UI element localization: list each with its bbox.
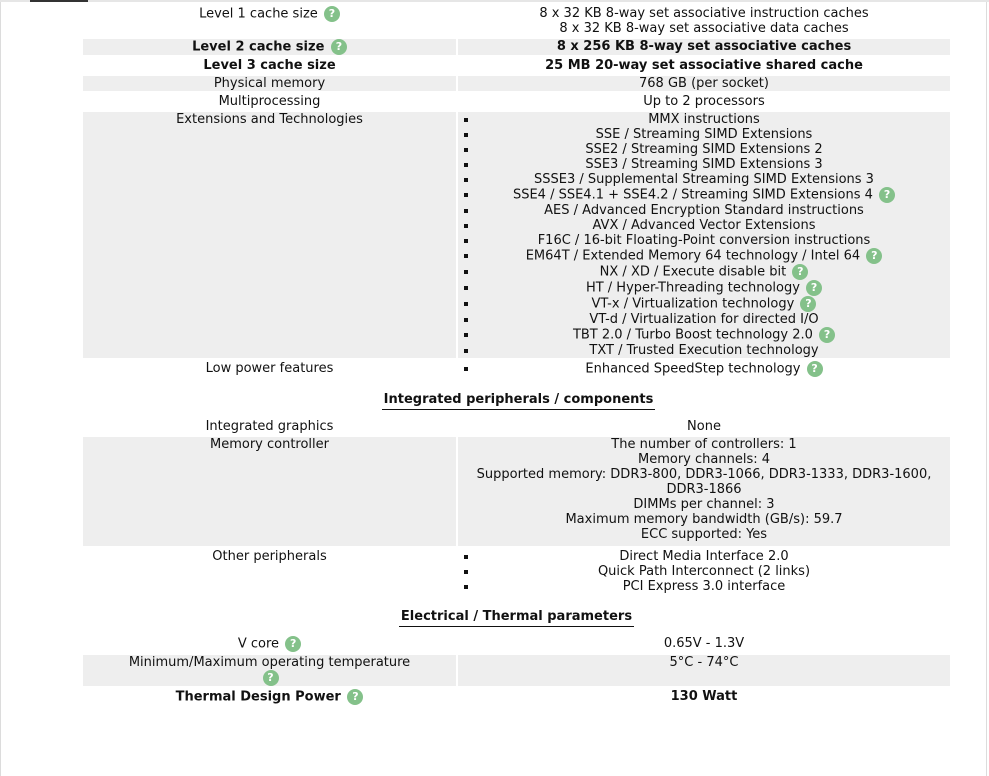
row-label: Thermal Design Power ? <box>83 689 456 705</box>
section-title: Electrical / Thermal parameters <box>399 609 634 627</box>
feature-item <box>462 142 946 157</box>
help-icon[interactable]: ? <box>263 670 279 686</box>
row-tdp <box>83 689 950 705</box>
feature-item <box>462 361 946 377</box>
feature-label: SSE3 / Streaming SIMD Extensions 3 <box>585 157 823 172</box>
row-label: Physical memory <box>83 76 456 91</box>
row-l2-cache <box>83 39 950 55</box>
row-value: 8 x 32 KB 8-way set associative instruction caches 8 x 32 KB 8-way set associative data caches <box>456 6 950 36</box>
row-l1-cache <box>83 6 950 36</box>
row-other-peripherals <box>83 549 950 594</box>
help-icon[interactable]: ? <box>285 636 301 652</box>
row-extensions <box>83 112 950 358</box>
row-value <box>456 112 950 358</box>
feature-label: TBT 2.0 / Turbo Boost technology 2.0 <box>572 327 813 343</box>
feature-label: Enhanced SpeedStep technology <box>585 361 801 377</box>
row-label: Low power features <box>205 361 334 376</box>
feature-item <box>462 296 946 312</box>
row-label: Level 2 cache size ? <box>83 39 456 55</box>
top-border <box>0 0 989 2</box>
list-item: PCI Express 3.0 interface <box>462 579 946 594</box>
row-value: 0.65V - 1.3V <box>456 636 950 652</box>
feature-label: SSE2 / Streaming SIMD Extensions 2 <box>585 142 823 157</box>
feature-item <box>462 112 946 127</box>
section-title: Integrated peripherals / components <box>382 392 656 410</box>
feature-item <box>462 343 946 358</box>
row-label: Multiprocessing <box>218 94 321 109</box>
feature-item <box>462 172 946 187</box>
specs-table <box>83 3 950 708</box>
feature-label: AES / Advanced Encryption Standard instructions <box>544 203 864 218</box>
feature-label: NX / XD / Execute disable bit <box>599 264 787 280</box>
row-label: V core ? <box>83 636 456 652</box>
feature-label: VT-d / Virtualization for directed I/O <box>589 312 819 327</box>
help-icon[interactable]: ? <box>806 280 822 296</box>
list-item: Direct Media Interface 2.0 <box>462 549 946 564</box>
feature-item <box>462 187 946 203</box>
feature-item <box>462 203 946 218</box>
row-value: 768 GB (per socket) <box>456 76 950 91</box>
row-value: 25 MB 20-way set associative shared cache <box>456 58 950 73</box>
feature-label: AVX / Advanced Vector Extensions <box>592 218 816 233</box>
row-value <box>456 549 950 594</box>
feature-label: SSE / Streaming SIMD Extensions <box>595 127 813 142</box>
row-value: The number of controllers: 1 Memory channels: 4 Supported memory: DDR3-800, DDR3-1066, DDR3-1333, DDR3-1600, DDR3-1866 DIMMs per channel: 3 Maximum memory bandwidth (GB/s): 59.7 ECC supported: Yes <box>456 437 950 546</box>
feature-item <box>462 327 946 343</box>
help-icon[interactable]: ? <box>819 327 835 343</box>
row-low-power <box>83 361 950 377</box>
feature-item <box>462 157 946 172</box>
row-value: 8 x 256 KB 8-way set associative caches <box>456 39 950 55</box>
feature-item <box>462 280 946 296</box>
row-multiprocessing <box>83 94 950 109</box>
feature-label: VT-x / Virtualization technology <box>591 296 795 312</box>
feature-item <box>462 233 946 248</box>
row-value: Up to 2 processors <box>456 94 950 109</box>
row-label: Integrated graphics <box>205 419 334 434</box>
row-value <box>456 361 950 377</box>
help-icon[interactable]: ? <box>800 296 816 312</box>
feature-label: F16C / 16-bit Floating-Point conversion instructions <box>537 233 871 248</box>
other-peripherals-list <box>462 549 946 594</box>
row-value: 130 Watt <box>456 689 950 705</box>
section-electrical <box>83 597 950 633</box>
feature-label: EM64T / Extended Memory 64 technology / Intel 64 <box>525 248 861 264</box>
feature-item <box>462 248 946 264</box>
help-icon[interactable]: ? <box>866 248 882 264</box>
row-memory-controller <box>83 437 950 546</box>
row-label: Other peripherals <box>212 549 327 564</box>
row-physical-memory <box>83 76 950 91</box>
help-icon[interactable]: ? <box>331 39 347 55</box>
row-value: None <box>456 419 950 434</box>
feature-label: SSSE3 / Supplemental Streaming SIMD Extensions 3 <box>534 172 874 187</box>
row-label: Memory controller <box>83 437 456 546</box>
row-label: Extensions and Technologies <box>83 112 456 358</box>
help-icon[interactable]: ? <box>807 361 823 377</box>
active-tab-indicator <box>30 0 88 2</box>
help-icon[interactable]: ? <box>324 6 340 22</box>
feature-label: HT / Hyper-Threading technology <box>585 280 800 296</box>
row-l3-cache <box>83 58 950 73</box>
row-label: Level 3 cache size <box>203 58 336 73</box>
section-peripherals <box>83 380 950 416</box>
low-power-list <box>462 361 946 377</box>
extensions-list <box>462 112 946 358</box>
feature-label: MMX instructions <box>648 112 760 127</box>
row-label: Minimum/Maximum operating temperature ? <box>83 655 456 686</box>
row-label: Level 1 cache size ? <box>83 6 456 36</box>
row-value: 5°C - 74°C <box>456 655 950 686</box>
feature-label: TXT / Trusted Execution technology <box>589 343 819 358</box>
list-item: Quick Path Interconnect (2 links) <box>462 564 946 579</box>
row-temperature <box>83 655 950 686</box>
feature-label: SSE4 / SSE4.1 + SSE4.2 / Streaming SIMD Extensions 4 <box>512 187 873 203</box>
feature-item <box>462 218 946 233</box>
feature-item <box>462 312 946 327</box>
feature-item <box>462 264 946 280</box>
help-icon[interactable]: ? <box>879 187 895 203</box>
row-vcore <box>83 636 950 652</box>
help-icon[interactable]: ? <box>347 689 363 705</box>
row-integrated-graphics <box>83 419 950 434</box>
feature-item <box>462 127 946 142</box>
help-icon[interactable]: ? <box>792 264 808 280</box>
